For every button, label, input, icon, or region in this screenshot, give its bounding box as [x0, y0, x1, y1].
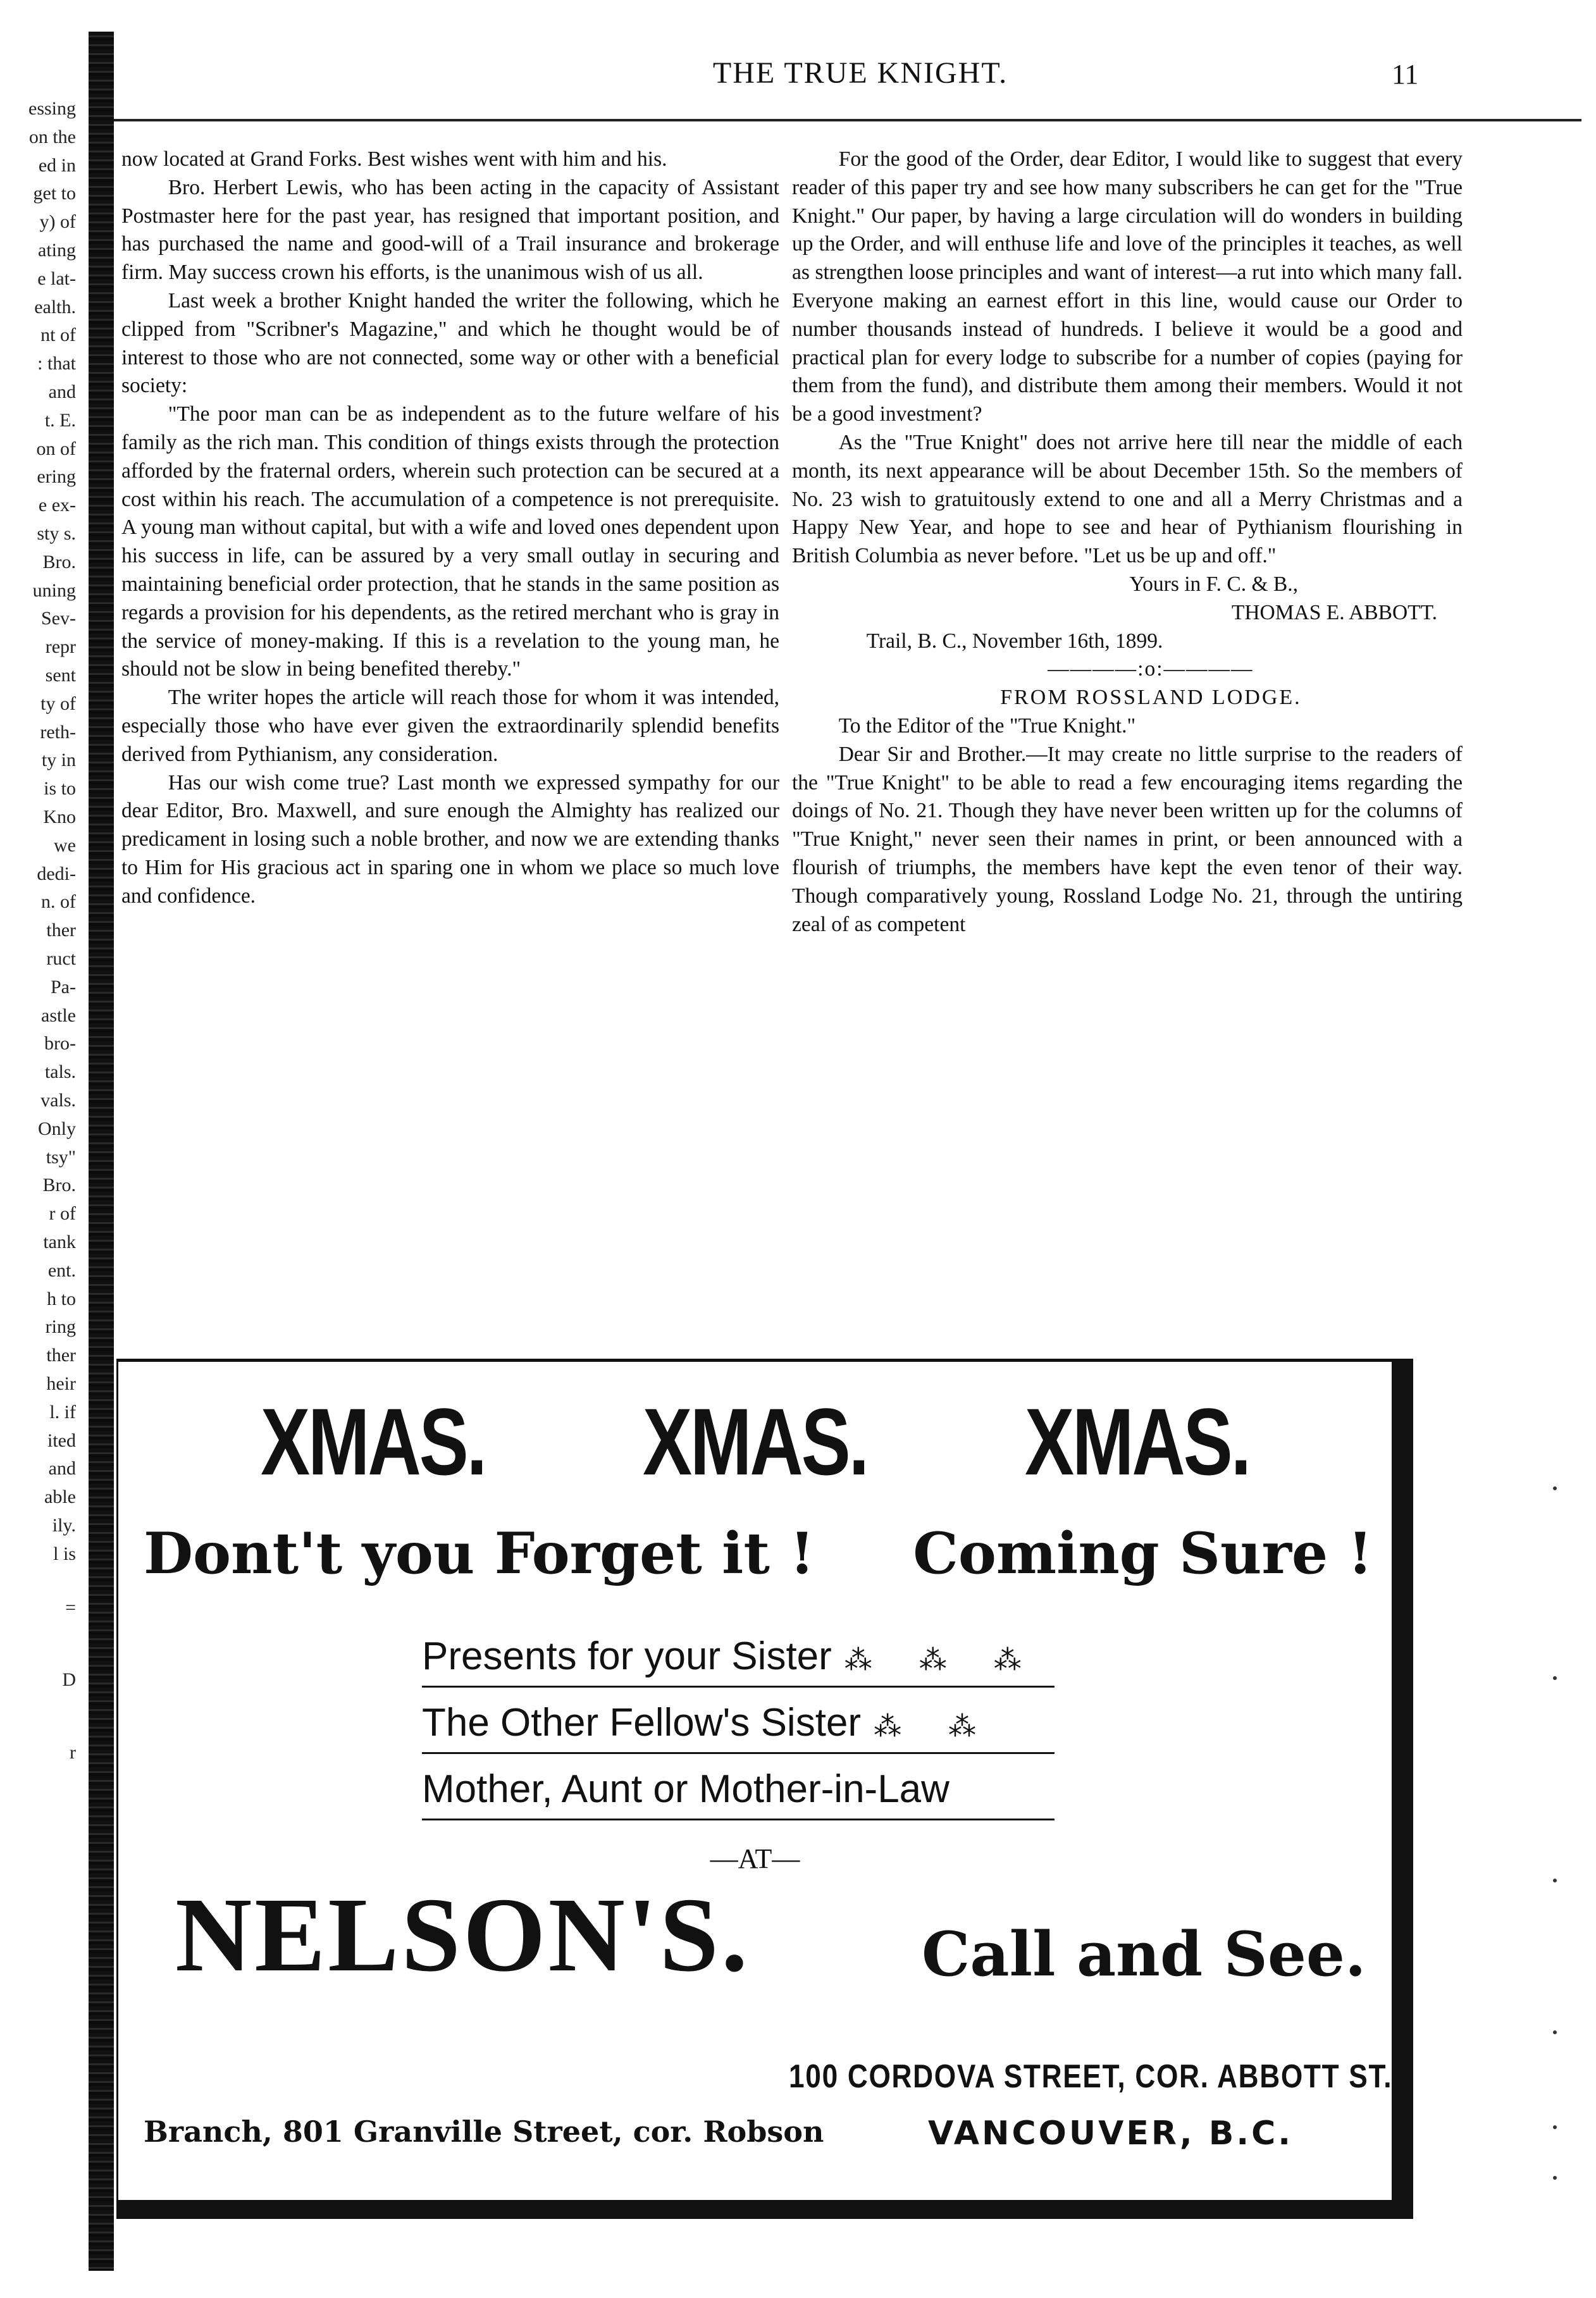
tagline-right: Coming Sure ! [913, 1520, 1373, 1587]
bleed-fragment: ent. [47, 1259, 76, 1281]
presents-item [422, 1694, 1055, 1754]
paragraph: The writer hopes the article will reach those for whom it was intended, especially those who have ever given the extraordinarily splendid benefits derived from Pythianism, any consideration. [121, 686, 779, 766]
bleed-fragment: we [54, 834, 76, 856]
xmas-banner [118, 1387, 1392, 1497]
bleed-fragment: tsy" [46, 1146, 76, 1168]
tagline-left: Dont't you Forget it ! [144, 1520, 815, 1587]
adjacent-page-bleed [0, 0, 95, 2298]
bleed-fragment: is to [44, 778, 76, 800]
bleed-fragment: bro- [44, 1033, 76, 1054]
xmas-word: XMAS. [1025, 1388, 1250, 1495]
presents-item-text: The Other Fellow's Sister [422, 1701, 862, 1745]
bleed-fragment: l. if [49, 1401, 76, 1423]
bleed-fragment: ruct [46, 948, 76, 969]
bleed-fragment: reth- [40, 721, 76, 743]
bleed-fragment: tank [43, 1232, 76, 1252]
bleed-fragment: vals. [40, 1090, 76, 1111]
store-address: 100 CORDOVA STREET, COR. ABBOTT ST. [789, 2058, 1393, 2095]
nelsons-advertisement [116, 1359, 1413, 2219]
bleed-fragment: Bro. [42, 1175, 76, 1196]
bleed-fragment: l is [53, 1543, 76, 1564]
bleed-fragment: D [62, 1669, 76, 1691]
bleed-fragment: sent [45, 665, 76, 686]
bleed-fragment: repr [45, 636, 76, 658]
bleed-fragment: ering [37, 466, 76, 488]
bleed-fragment: ther [46, 1345, 76, 1366]
bleed-fragment: ed in [38, 154, 76, 176]
bleed-fragment: and [48, 1458, 76, 1479]
bleed-fragment: ther [46, 920, 76, 941]
xmas-word: XMAS. [643, 1388, 867, 1495]
bleed-fragment: t. E. [44, 409, 76, 431]
bleed-fragment: ty in [41, 750, 76, 771]
branch-address: Branch, 801 Granville Street, cor. Robson [144, 2115, 824, 2149]
salutation: To the Editor of the "True Knight." [838, 713, 1136, 738]
store-name: NELSON'S. [175, 1876, 750, 1994]
paragraph: As the "True Knight" does not arrive here till near the middle of each month, its next appearance will be about December 15th. So the members of No. 23 wish to gratuitously extend to one and all a Merry Christmas and a Happy New Year, and hope to see and hear of Pythianism flourishing in British Columbia as never before. "Let us be up and off." [792, 430, 1463, 568]
bleed-fragment: h to [47, 1288, 76, 1309]
presents-item-text: Mother, Aunt or Mother-in-Law [422, 1767, 950, 1811]
bleed-fragment: tals. [44, 1061, 76, 1083]
presents-item [422, 1628, 1055, 1688]
bleed-fragment: on the [28, 126, 76, 147]
bleed-fragment: and [48, 381, 76, 402]
call-and-see: Call and See. [922, 1918, 1366, 1990]
paragraph: For the good of the Order, dear Editor, I would like to suggest that every reader of this paper try and see how many subscribers he can get for the "True Knight." Our paper, by having a large circulation will do wonders in building up the Order, and will enthuse life and love of the principles it teaches, as well as strengthen loose principles and want of interest—a rut into which many fall. Everyone making an earnest effort in this line, would cause our Order to number thousands instead of hundreds. I believe it would be a good and practical plan for every lodge to subscribe for a number of copies (paying for them from the fund), and distribute them among their members. Would it not be a good investment? [792, 147, 1463, 426]
presents-list [422, 1628, 1055, 1827]
bleed-fragment: ring [45, 1316, 76, 1338]
bleed-fragment: n. of [41, 891, 76, 913]
bleed-fragment: on of [36, 438, 76, 459]
bleed-fragment: Bro. [42, 551, 76, 572]
header-rule [114, 119, 1581, 121]
quoted-paragraph: "The poor man can be as independent as to the future welfare of his family as the rich man. This condition of things exists through the protection afforded by the fraternal orders, wherein such protection can be secured at a cost within his reach. The accumulation of a competence is not prerequisite. A young man without capital, but with a wife and loved ones dependent upon his success in life, can be assured by a very small outlay in securing and maintaining beneficial order protection, that he stands in the same position as regards a provision for his dependents, as the retired merchant who is gray in the service of money-making. If this is a revelation to the young man, he should not be slow in being benefited thereby." [121, 402, 779, 681]
bleed-fragment: ealth. [34, 296, 76, 318]
bleed-fragment: astle [41, 1004, 76, 1026]
bleed-fragment: ating [38, 240, 76, 261]
bleed-fragment: dedi- [37, 863, 76, 884]
bleed-fragment: Kno [43, 806, 76, 827]
ornament-icon: ⁂ ⁂ [874, 1710, 996, 1743]
bleed-fragment: e lat- [37, 268, 76, 289]
bleed-fragment: Sev- [41, 608, 76, 629]
bleed-fragment: get to [33, 183, 76, 204]
at-line: —AT— [710, 1843, 800, 1874]
bleed-fragment: y) of [39, 211, 76, 233]
bleed-fragment: uning [32, 579, 76, 601]
bleed-fragment: able [44, 1486, 76, 1508]
city-line: VANCOUVER, B.C. [928, 2115, 1294, 2153]
right-column [792, 145, 1463, 939]
bleed-fragment: e ex- [38, 495, 76, 516]
bleed-fragment: essing [28, 98, 76, 119]
section-divider: ————:o:———— [1048, 657, 1254, 681]
bleed-fragment: sty s. [37, 523, 76, 544]
bleed-fragment: r [70, 1742, 76, 1764]
binding-spine [89, 32, 114, 2271]
page-number: 11 [1392, 59, 1419, 90]
bleed-fragment: = [65, 1597, 76, 1618]
xmas-word: XMAS. [260, 1388, 485, 1495]
presents-item [422, 1760, 1055, 1820]
bleed-fragment: Pa- [51, 976, 76, 998]
paragraph: Has our wish come true? Last month we expressed sympathy for our dear Editor, Bro. Maxwell, and sure enough the Almighty has realized our predicament in losing such a noble brother, and now we are extending thanks to Him for His gracious act in sparing one in whom we place so much love and confidence. [121, 770, 779, 908]
paragraph: Last week a brother Knight handed the writer the following, which he clipped from "Scribner's Magazine," and which he thought would be of interest to those who are not connected, some way or other with a beneficial society: [121, 288, 779, 398]
section-title: FROM ROSSLAND LODGE. [1000, 686, 1302, 710]
tagline [118, 1520, 1392, 1587]
paragraph: Dear Sir and Brother.—It may create no little surprise to the readers of the "True Knight" to be able to read a few encouraging items regarding the doings of No. 21. Though they have never been written up for the columns of "True Knight," never seen their names in print, or been announced with a flourish of triumphs, the members have kept the even tenor of their way. Though comparatively young, Rossland Lodge No. 21, through the untiring zeal of as competent [792, 742, 1463, 936]
bleed-fragment: nt of [40, 324, 76, 346]
dateline: Trail, B. C., November 16th, 1899. [866, 629, 1163, 653]
scan-edge-marks [1553, 1486, 1572, 2245]
ornament-icon: ⁂ ⁂ ⁂ [844, 1644, 1041, 1676]
signoff-closing: Yours in F. C. & B., [1129, 572, 1298, 596]
bleed-fragment: ited [47, 1430, 76, 1451]
bleed-fragment: ty of [40, 693, 76, 714]
bleed-fragment: Only [38, 1118, 76, 1139]
bleed-fragment: ily. [52, 1515, 76, 1536]
bleed-fragment: : that [37, 353, 76, 374]
left-column [121, 145, 779, 911]
signoff-name: THOMAS E. ABBOTT. [1231, 600, 1437, 624]
bleed-fragment: heir [46, 1373, 76, 1394]
bleed-fragment: r of [49, 1203, 76, 1225]
presents-item-text: Presents for your Sister [422, 1634, 832, 1678]
paragraph: Bro. Herbert Lewis, who has been acting in the capacity of Assistant Postmaster here for the past year, has resigned that important position, and has purchased the name and good-will of a Trail insurance and brokerage firm. May success crown his efforts, is the unanimous wish of us all. [121, 175, 779, 285]
paragraph: now located at Grand Forks. Best wishes went with him and his. [121, 147, 667, 171]
running-header: THE TRUE KNIGHT. [712, 56, 1008, 90]
